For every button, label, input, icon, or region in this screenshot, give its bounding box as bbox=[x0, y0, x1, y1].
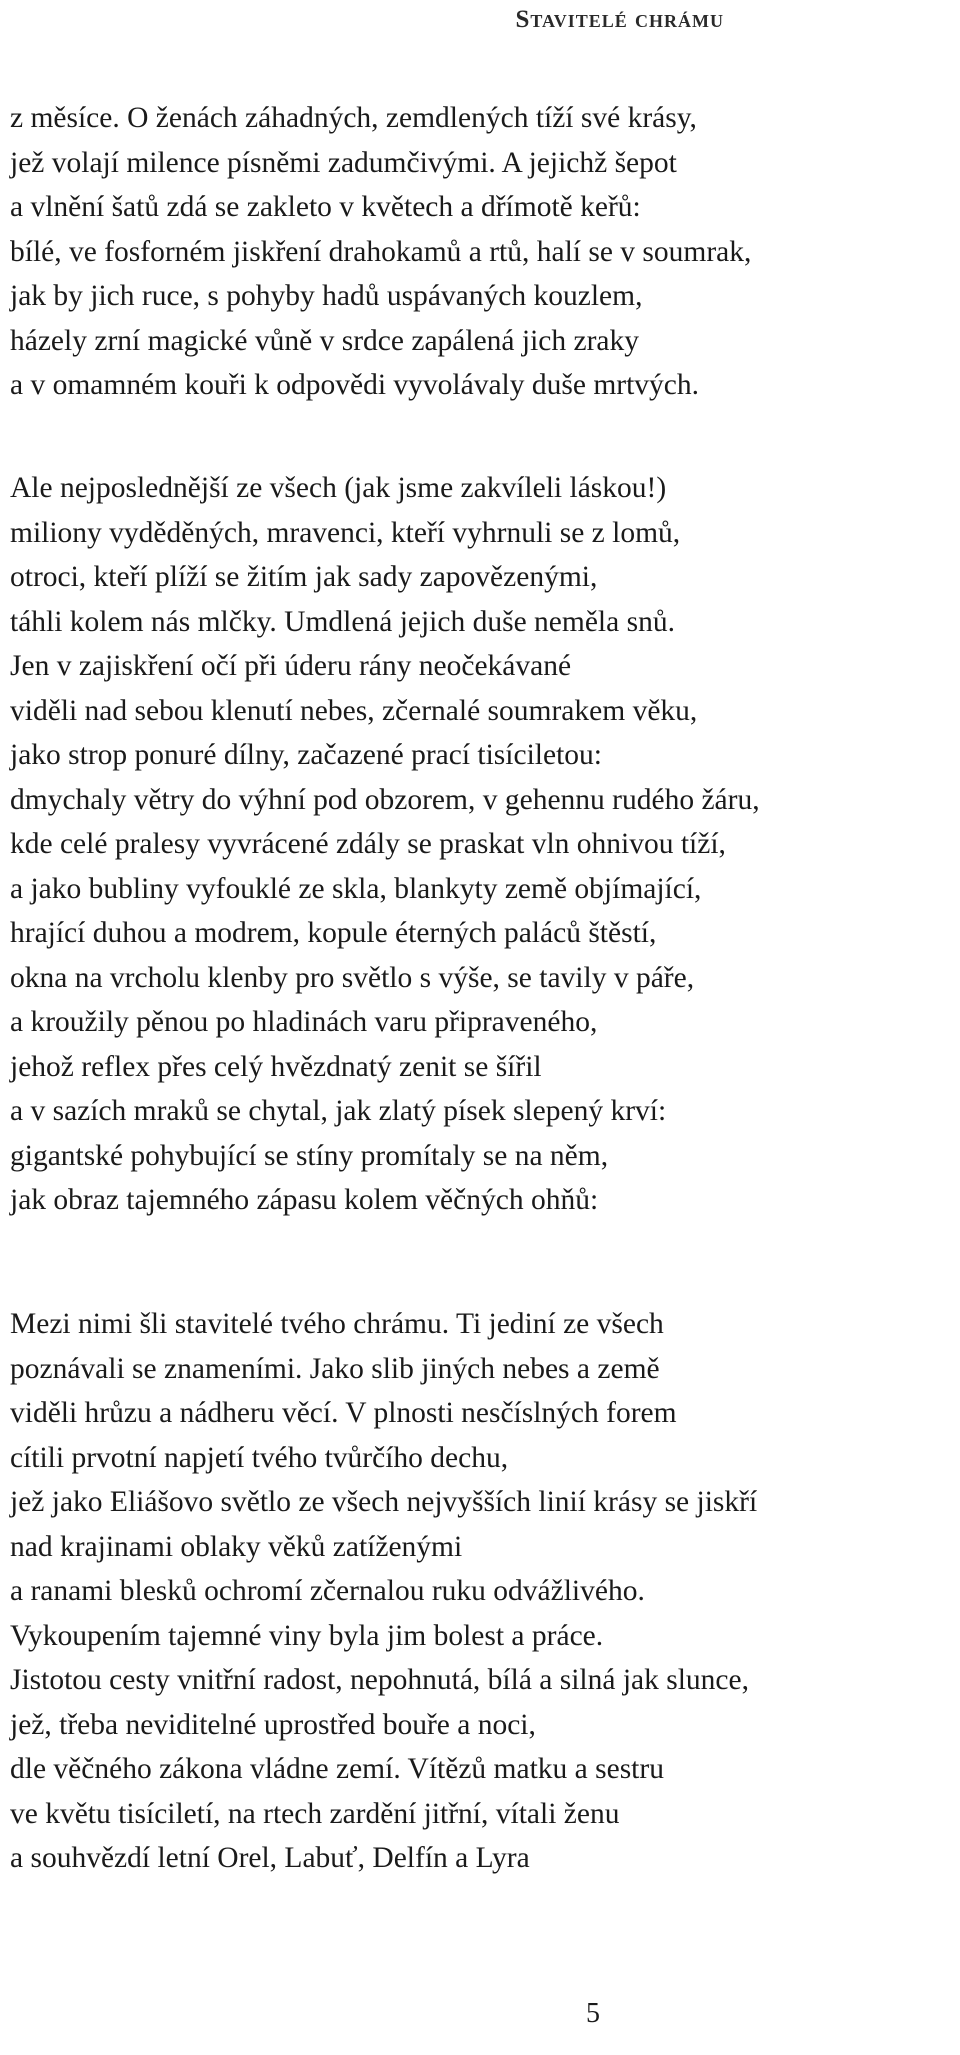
poem-line: jež volají milence písněmi zadumčivými. A jejichž šepot bbox=[10, 146, 677, 179]
poem-line: jak obraz tajemného zápasu kolem věčných ohňů: bbox=[10, 1184, 599, 1216]
poem-line: dle věčného zákona vládne zemí. Vítězů matku a sestru bbox=[10, 1753, 664, 1785]
poem-line: jež, třeba neviditelné uprostřed bouře a noci, bbox=[10, 1708, 536, 1741]
poem-line: a ranami blesků ochromí zčernalou ruku odvážlivého. bbox=[10, 1575, 645, 1607]
poem-line: okna na vrcholu klenby pro světlo s výše, se tavily v páře, bbox=[10, 961, 695, 994]
poem-line: a souhvězdí letní Orel, Labuť, Delfín a Lyra bbox=[10, 1842, 530, 1874]
poem-line: ve květu tisíciletí, na rtech zardění jitřní, vítali ženu bbox=[10, 1797, 620, 1830]
poem-line: jehož reflex přes celý hvězdnatý zenit se šířil bbox=[10, 1050, 542, 1083]
poem-line: dmychaly větry do výhní pod obzorem, v gehennu rudého žáru, bbox=[10, 783, 760, 816]
poem-line: viděli nad sebou klenutí nebes, zčernalé soumrakem věku, bbox=[10, 694, 698, 727]
poem-line: kde celé pralesy vyvrácené zdály se praskat vln ohnivou tíží, bbox=[10, 828, 726, 860]
poem-line: gigantské pohybující se stíny promítaly se na něm, bbox=[10, 1139, 609, 1172]
poem-line: a kroužily pěnou po hladinách varu připraveného, bbox=[10, 1006, 598, 1038]
poem-line: jako strop ponuré dílny, začazené prací tisíciletou: bbox=[10, 739, 602, 771]
poem-line: poznávali se znameními. Jako slib jiných nebes a země bbox=[10, 1352, 660, 1385]
poem-line: z měsíce. O ženách záhadných, zemdlených tíží své krásy, bbox=[10, 102, 697, 134]
poem-line: a jako bubliny vyfouklé ze skla, blankyty země objímající, bbox=[10, 872, 702, 905]
poem-line: jak by jich ruce, s pohyby hadů uspávaných kouzlem, bbox=[10, 280, 643, 312]
poem-line: otroci, kteří plíží se žitím jak sady zapovězenými, bbox=[10, 561, 598, 593]
poem-line: miliony vyděděných, mravenci, kteří vyhrnuli se z lomů, bbox=[10, 516, 681, 549]
poem-line: nad krajinami oblaky věků zatíženými bbox=[10, 1530, 463, 1563]
poem-line: a v omamném kouři k odpovědi vyvolávaly duše mrtvých. bbox=[10, 369, 700, 401]
poem-line: viděli hrůzu a nádheru věcí. V plnosti nesčíslných forem bbox=[10, 1397, 677, 1429]
poem-line: Mezi nimi šli stavitelé tvého chrámu. Ti jediní ze všech bbox=[10, 1308, 664, 1340]
poem-line: cítili prvotní napjetí tvého tvůrčího dechu, bbox=[10, 1441, 509, 1474]
poem-line: Vykoupením tajemné viny byla jim bolest a práce. bbox=[10, 1619, 604, 1652]
poem-line: jež jako Eliášovo světlo ze všech nejvyšších linií krásy se jiskří bbox=[10, 1486, 758, 1518]
poem-line: táhli kolem nás mlčky. Umdlená jejich duše neměla snů. bbox=[10, 605, 675, 638]
poem-line: Ale nejposlednější ze všech (jak jsme zakvíleli láskou!) bbox=[10, 472, 667, 504]
running-header: Stavitelé chrámu bbox=[515, 6, 724, 33]
poem-line: hrající duhou a modrem, kopule éterných paláců štěstí, bbox=[10, 917, 657, 949]
poem-line: Jen v zajiskření očí při úderu rány neočekávané bbox=[10, 650, 572, 682]
poem-line: a vlnění šatů zdá se zakleto v květech a dřímotě keřů: bbox=[10, 191, 641, 223]
page-number: 5 bbox=[586, 1998, 600, 2029]
poem-line: a v sazích mraků se chytal, jak zlatý písek slepený krví: bbox=[10, 1095, 667, 1127]
poem-line: házely zrní magické vůně v srdce zapálená jich zraky bbox=[10, 324, 640, 357]
poem-line: Jistotou cesty vnitřní radost, nepohnutá, bílá a silná jak slunce, bbox=[10, 1664, 749, 1696]
stanza-2 bbox=[10, 466, 760, 1223]
stanza-1 bbox=[10, 96, 751, 408]
poem-line: bílé, ve fosforném jiskření drahokamů a rtů, halí se v soumrak, bbox=[10, 235, 752, 268]
stanza-3 bbox=[10, 1302, 757, 1881]
